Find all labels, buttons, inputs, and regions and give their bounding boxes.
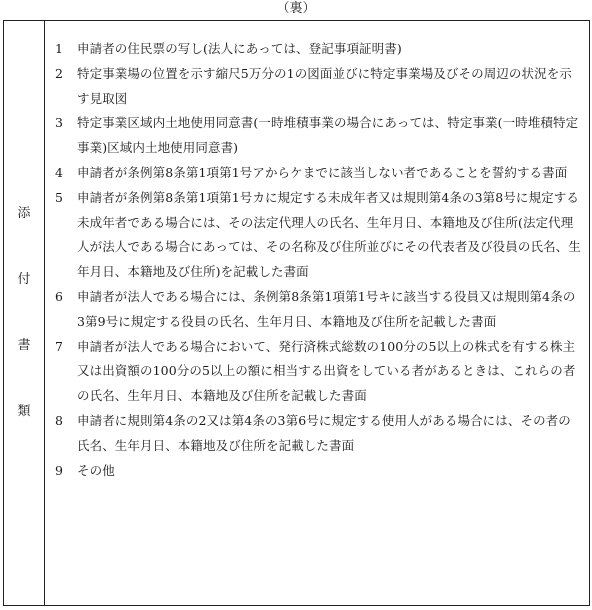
item-number: 1 [55, 41, 64, 56]
list-item [55, 409, 583, 459]
item-number: 5 [55, 189, 64, 205]
list-item [55, 285, 583, 335]
attachment-label-cell [4, 21, 45, 605]
label-char: 付 [17, 272, 31, 287]
item-text: 申請者が法人である場合において、発行済株式総数の100分の5以上の株式を有する株主又は出資額の100分の5以上の額に相当する出資をしている者があるときは、これらの者の氏名、生年月日、本籍地及び住所を記載した書面 [77, 338, 576, 404]
attachment-list [45, 21, 589, 605]
list-item [55, 62, 583, 112]
list-item [55, 161, 583, 186]
item-text: その他 [77, 462, 115, 478]
item-text: 申請者が条例第8条第1項第1号アからケまでに該当しない者であることを誓約する書面 [77, 164, 568, 180]
item-text: 申請者に規則第4条の2又は第4条の3第6号に規定する使用人がある場合には、その者の氏名、生年月日、本籍地及び住所を記載した書面 [77, 412, 571, 453]
item-number: 4 [55, 164, 64, 180]
list-item [55, 111, 583, 161]
item-text: 申請者が条例第8条第1項第1号カに規定する未成年者又は規則第4条の3第8号に規定する未成年者である場合には、その法定代理人の氏名、生年月日、本籍地及び住所(法定代理人が法人である場合にあっては、その名称及び住所並びにその代表者及び役員の氏名、生年月日、本籍地及び住所)を記載した書面 [77, 189, 581, 280]
page-heading: （裏） [276, 1, 316, 16]
label-char: 類 [17, 404, 31, 419]
item-number: 6 [55, 288, 64, 304]
label-char: 添 [17, 206, 31, 221]
item-text: 特定事業区域内土地使用同意書(一時堆積事業の場合にあっては、特定事業(一時堆積特定事業)区域内土地使用同意書) [77, 115, 579, 156]
item-text: 申請者の住民票の写し(法人にあっては、登記事項証明書) [77, 41, 402, 56]
item-number: 8 [55, 412, 64, 428]
item-number: 9 [55, 462, 64, 478]
item-number: 2 [55, 65, 64, 81]
attachment-table [3, 20, 590, 606]
list-item [55, 186, 583, 285]
label-char: 書 [17, 338, 31, 353]
list-item [55, 335, 583, 409]
list-item [55, 459, 583, 484]
item-text: 特定事業場の位置を示す縮尺5万分の1の図面並びに特定事業場及びその周辺の状況を示す見取図 [77, 65, 572, 106]
item-text: 申請者が法人である場合には、条例第8条第1項第1号キに該当する役員又は規則第4条の3第9号に規定する役員の氏名、生年月日、本籍地及び住所を記載した書面 [77, 288, 576, 329]
list-item [55, 37, 583, 62]
item-number: 3 [55, 115, 64, 131]
item-number: 7 [55, 338, 64, 354]
